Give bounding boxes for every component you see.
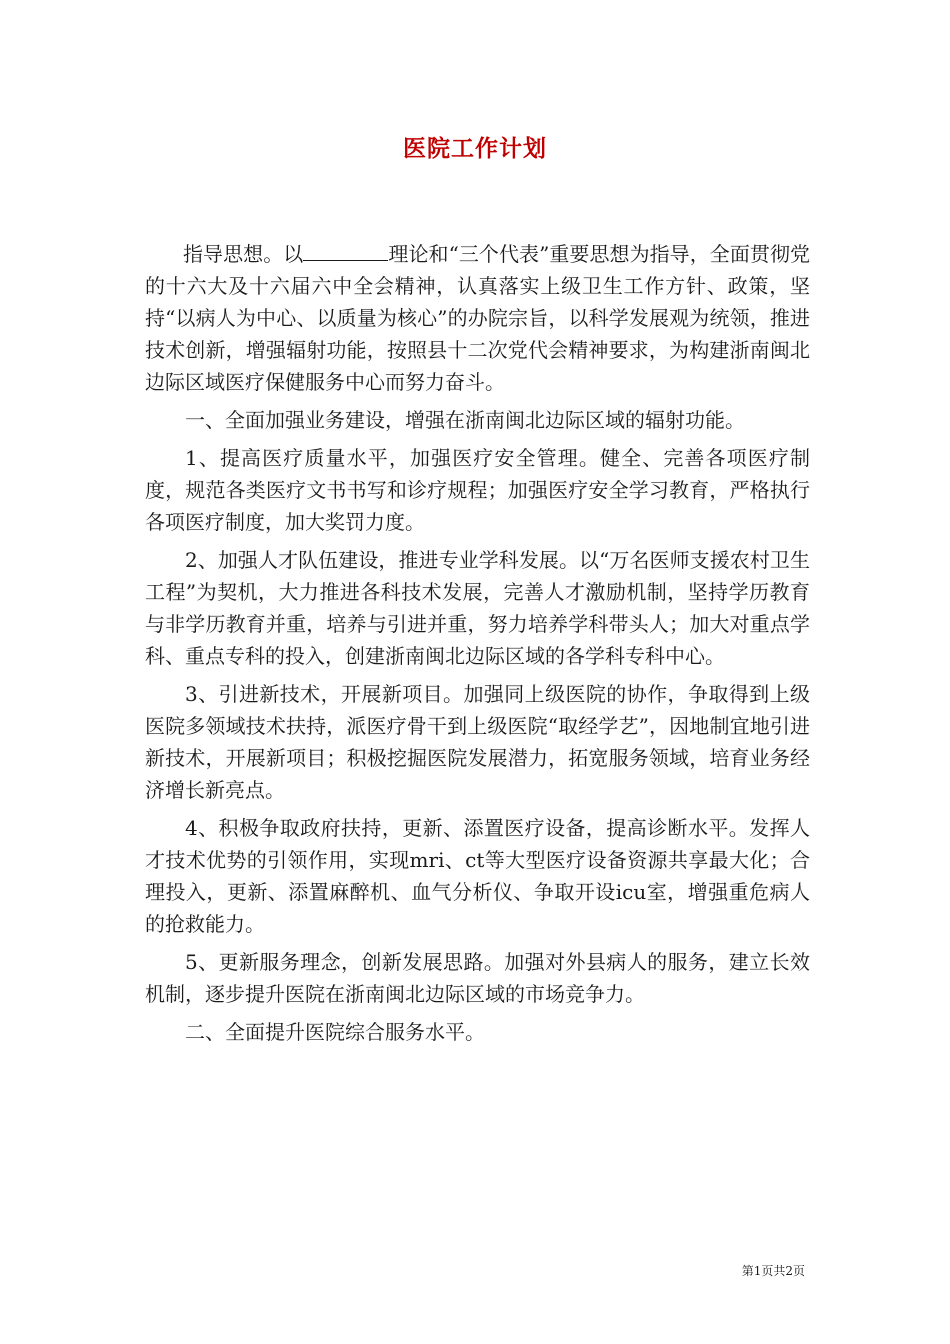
paragraph-item-3: 3、引进新技术，开展新项目。加强同上级医院的协作，争取得到上级医院多领域技术扶持，派医疗骨干到上级医院“取经学艺”，因地制宜地引进新技术，开展新项目；积极挖掘医院发展潜力，拓宽服务领域，培育业务经济增长新亮点。	[145, 682, 810, 802]
paragraph-item-1: 1、提高医疗质量水平，加强医疗安全管理。健全、完善各项医疗制度，规范各类医疗文书书写和诊疗规程；加强医疗安全学习教育，严格执行各项医疗制度，加大奖罚力度。	[145, 446, 810, 534]
intro-text-start: 指导思想。以	[183, 242, 304, 266]
page-number: 第1页共2页	[741, 1264, 805, 1278]
paragraph-item-5: 5、更新服务理念，创新发展思路。加强对外县病人的服务，建立长效机制，逐步提升医院在浙南闽北边际区域的市场竞争力。	[145, 950, 810, 1006]
section-heading-2: 二、全面提升医院综合服务水平。	[185, 1020, 485, 1044]
section-heading-1: 一、全面加强业务建设，增强在浙南闽北边际区域的辐射功能。	[185, 408, 745, 432]
intro-paragraph	[145, 238, 810, 398]
paragraph-item-4: 4、积极争取政府扶持，更新、添置医疗设备，提高诊断水平。发挥人才技术优势的引领作用，实现mri、ct等大型医疗设备资源共享最大化；合理投入，更新、添置麻醉机、血气分析仪、争取开设icu室，增强重危病人的抢救能力。	[145, 816, 810, 936]
paragraph-item-2: 2、加强人才队伍建设，推进专业学科发展。以“万名医师支援农村卫生工程”为契机，大力推进各科技术发展，完善人才激励机制，坚持学历教育与非学历教育并重，培养与引进并重，努力培养学科带头人；加大对重点学科、重点专科的投入，创建浙南闽北边际区域的各学科专科中心。	[145, 548, 810, 668]
document-body	[145, 238, 810, 1054]
document-title: 医院工作计划	[403, 135, 547, 162]
intro-text-end: 理论和“三个代表”重要思想为指导，全面贯彻党的十六大及十六届六中全会精神，认真落实上级卫生工作方针、政策，坚持“以病人为中心、以质量为核心”的办院宗旨，以科学发展观为统领，推进技术创新，增强辐射功能，按照县十二次党代会精神要求，为构建浙南闽北边际区域医疗保健服务中心而努力奋斗。	[145, 242, 811, 394]
fill-in-blank	[303, 240, 388, 261]
